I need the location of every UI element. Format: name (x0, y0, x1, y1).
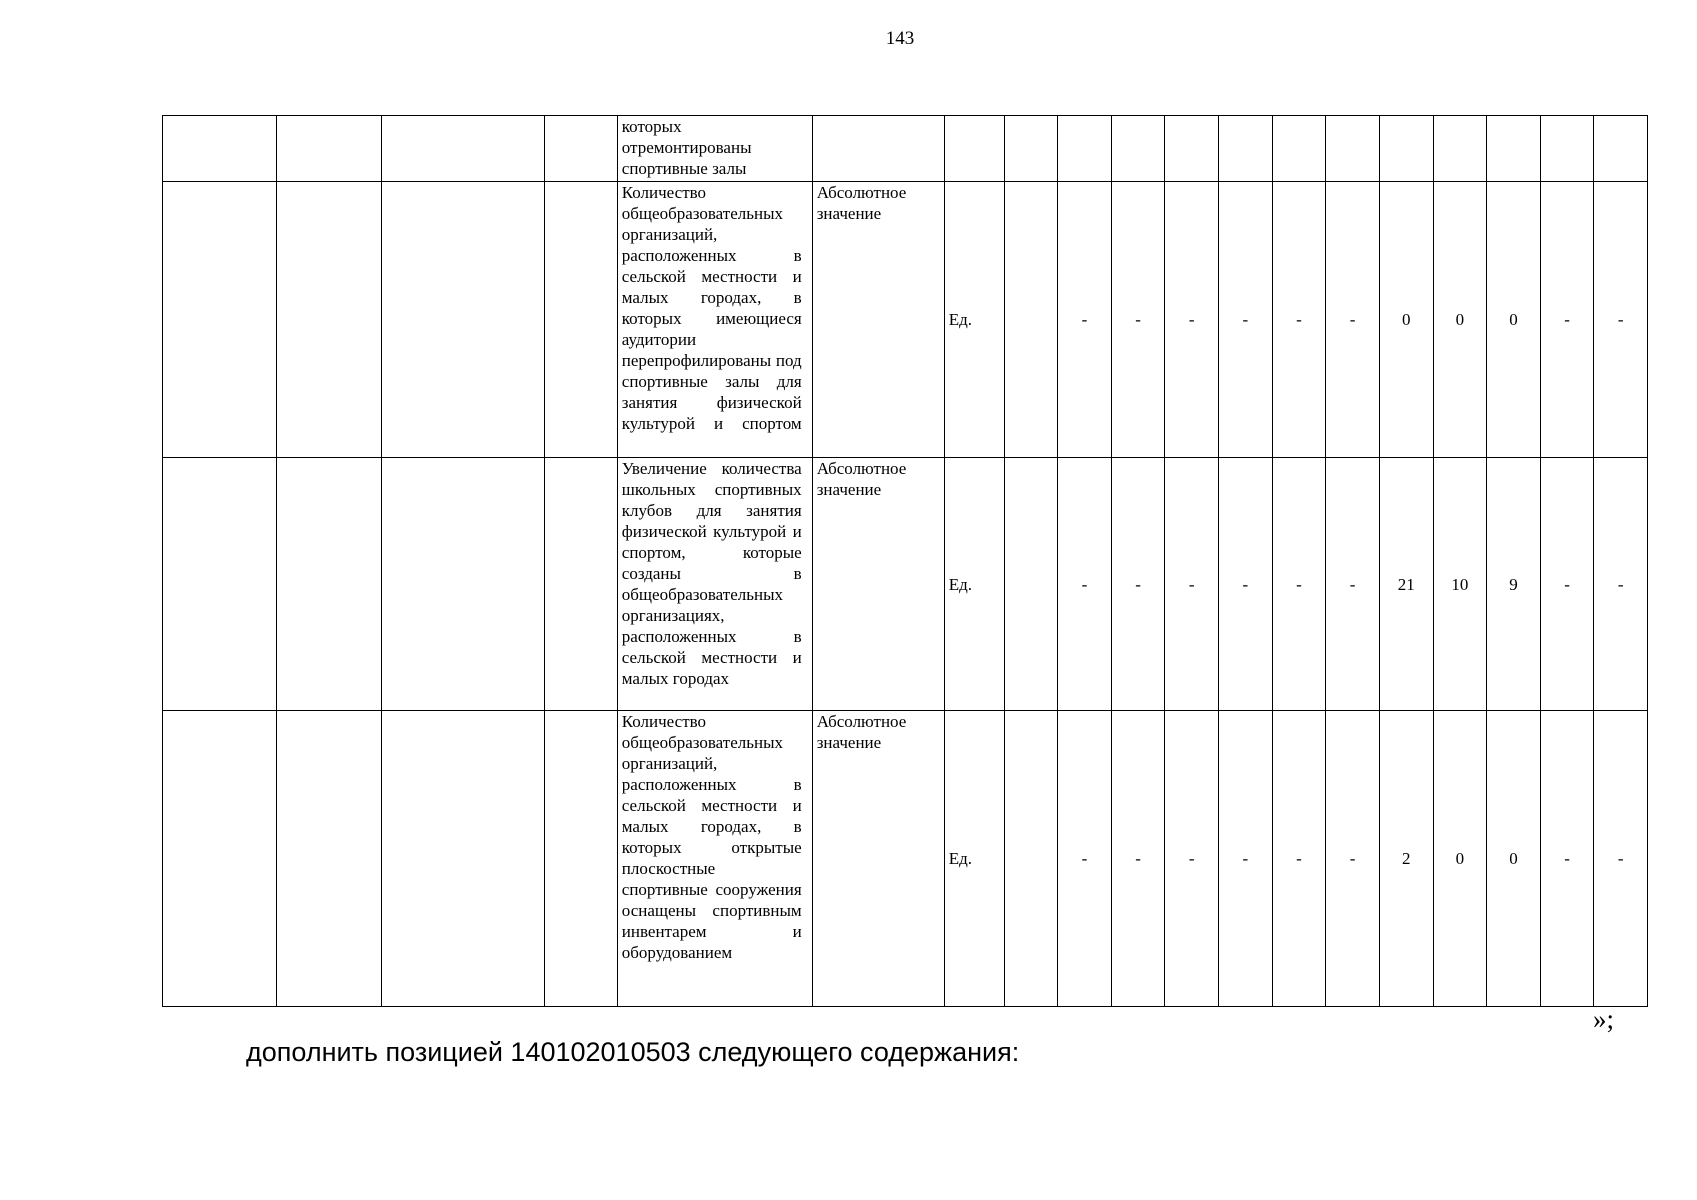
closing-quote: »; (1593, 1004, 1615, 1034)
unit-cell: Ед. (944, 458, 1004, 711)
unit-cell: Ед. (944, 182, 1004, 458)
value-cell: - (1165, 458, 1219, 711)
measure-type: Абсолютное значение (812, 182, 944, 458)
table-cell (544, 458, 617, 711)
value-cell: - (1540, 711, 1594, 1007)
value-cell: - (1111, 711, 1165, 1007)
value-cell: 2 (1379, 711, 1433, 1007)
value-cell (1004, 711, 1058, 1007)
value-cell: 0 (1433, 711, 1487, 1007)
value-cell: 9 (1487, 458, 1541, 711)
value-cell (1326, 116, 1380, 182)
table-row (163, 182, 1648, 458)
value-cell: - (1272, 458, 1326, 711)
table-cell (544, 182, 617, 458)
value-cell (1219, 116, 1273, 182)
value-cell: 21 (1379, 458, 1433, 711)
table-cell (277, 182, 381, 458)
table-row (163, 458, 1648, 711)
table-cell (381, 116, 544, 182)
value-cell: - (1219, 711, 1273, 1007)
value-cell: 0 (1487, 182, 1541, 458)
value-cell: 0 (1433, 182, 1487, 458)
value-cell: - (1058, 458, 1112, 711)
value-cell: - (1594, 458, 1648, 711)
measure-type: Абсолютное значение (812, 711, 944, 1007)
value-cell (1272, 116, 1326, 182)
indicators-table (162, 115, 1648, 1007)
indicator-description: которых отремонтированы спортивные залы (617, 116, 812, 182)
value-cell (1004, 458, 1058, 711)
table-row (163, 711, 1648, 1007)
value-cell: - (1058, 182, 1112, 458)
value-cell (1379, 116, 1433, 182)
value-cell: 0 (1379, 182, 1433, 458)
value-cell (1433, 116, 1487, 182)
value-cell: - (1594, 182, 1648, 458)
value-cell (1004, 116, 1058, 182)
table-cell (163, 711, 277, 1007)
table-cell (277, 116, 381, 182)
table-cell (163, 116, 277, 182)
value-cell: - (1540, 182, 1594, 458)
value-cell: - (1219, 182, 1273, 458)
page-number: 143 (885, 28, 915, 49)
value-cell (1540, 116, 1594, 182)
value-cell: - (1272, 711, 1326, 1007)
indicator-description: Увеличение количества школьных спортивных клубов для занятия физической культурой и спортом, которые созданы в общеобразовательных организациях, расположенных в сельской местности и малых городах (617, 458, 812, 711)
table-cell (277, 711, 381, 1007)
table-cell (381, 182, 544, 458)
value-cell: - (1165, 182, 1219, 458)
value-cell: 10 (1433, 458, 1487, 711)
table-cell (544, 711, 617, 1007)
value-cell: 0 (1487, 711, 1541, 1007)
value-cell: - (1326, 711, 1380, 1007)
supplement-text: дополнить позицией 140102010503 следующего содержания: (246, 1037, 1020, 1067)
table-cell (163, 458, 277, 711)
table-cell (381, 458, 544, 711)
value-cell (1058, 116, 1112, 182)
measure-type: Абсолютное значение (812, 458, 944, 711)
value-cell: - (1219, 458, 1273, 711)
table-cell (163, 182, 277, 458)
value-cell: - (1326, 182, 1380, 458)
table-cell (544, 116, 617, 182)
value-cell: - (1058, 711, 1112, 1007)
value-cell (1594, 116, 1648, 182)
value-cell (1487, 116, 1541, 182)
value-cell (1004, 182, 1058, 458)
indicator-description: Количество общеобразовательных организаций, расположенных в сельской местности и малых городах, в которых имеющиеся аудитории перепрофилированы под спортивные залы для занятия физической культурой и спортом (617, 182, 812, 458)
value-cell: - (1272, 182, 1326, 458)
table-cell (381, 711, 544, 1007)
unit-cell: Ед. (944, 711, 1004, 1007)
value-cell: - (1165, 711, 1219, 1007)
value-cell: - (1111, 458, 1165, 711)
table-row (163, 116, 1648, 182)
indicator-description: Количество общеобразовательных организаций, расположенных в сельской местности и малых городах, в которых открытые плоскостные спортивные сооружения оснащены спортивным инвентарем и оборудованием (617, 711, 812, 1007)
unit-cell (944, 116, 1004, 182)
measure-type (812, 116, 944, 182)
value-cell (1111, 116, 1165, 182)
value-cell: - (1326, 458, 1380, 711)
value-cell: - (1594, 711, 1648, 1007)
value-cell (1165, 116, 1219, 182)
value-cell: - (1111, 182, 1165, 458)
table-cell (277, 458, 381, 711)
value-cell: - (1540, 458, 1594, 711)
